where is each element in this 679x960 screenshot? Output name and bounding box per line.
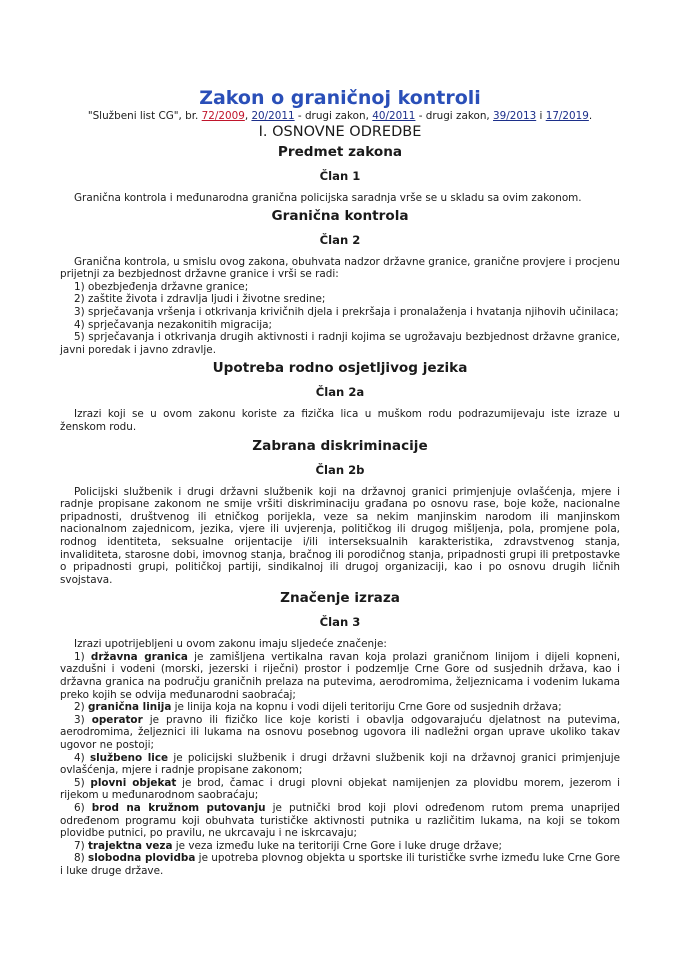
gazette-link-2019[interactable]: 17/2019: [545, 110, 589, 122]
definition-item: 2) granična linija je linija koja na kopnu i vodi dijeli teritoriju Crne Gore od susjednih država;: [74, 701, 562, 714]
definition-item: 8) slobodna plovidba je upotreba plovnog objekta u sportske ili turističke svrhe između luke Crne Gore i luke druge države.: [60, 852, 620, 877]
article-number: Član 2: [319, 232, 361, 247]
definition-item: 1) državna granica je zamišljena vertikalna ravan koja prolazi graničnom linijom i dijeli kopneni, vazdušni i vodeni (morski, jezerski i riječni) prostor i podzemlje Crne Gore od susjednih država, kao i državna granica na području graničnih prelaza na putevima, aerodromima, željeznicama i vodenim lukama preko kojih se odvija međunarodni saobraćaj;: [60, 650, 621, 701]
article-number: Član 3: [319, 615, 361, 630]
defined-term: trajektna veza: [87, 839, 173, 852]
defined-term: granična linija: [87, 701, 172, 714]
section-heading: Predmet zakona: [277, 144, 403, 160]
defined-term: državna granica: [90, 650, 188, 663]
article-text: Izrazi koji se u ovom zakonu koriste za fizička lica u muškom rodu podrazumijevaju iste izraze u ženskom rodu.: [60, 408, 620, 433]
definition-item: 7) trajektna veza je veza između luke na teritoriji Crne Gore i luke druge države;: [74, 839, 502, 852]
section-heading: Zabrana diskriminacije: [252, 437, 428, 454]
defined-term: brod na kružnom putovanju: [91, 802, 266, 814]
definition-item: 6) brod na kružnom putovanju je putnički brod koji plovi određenom rutom prema unaprijed određenom programu koji obuhvata turističke aktivnosti putnika u različitim lukama, na koji se tokom plovidbe putnici, po pravilu, ne ukrcavaju i ne iskrcavaju;: [60, 802, 620, 840]
article-number: Član 2b: [315, 462, 365, 477]
defined-term: službeno lice: [89, 751, 169, 764]
list-item: 1) obezbjeđenja državne granice;: [74, 280, 249, 293]
article-text: Granična kontrola, u smislu ovog zakona, obuhvata nadzor državne granice, granične provjere i procjenu prijetnji za bezbjednost državne granice i vrši se radi:: [60, 255, 620, 281]
gazette-link-2011b[interactable]: 40/2011: [372, 110, 416, 122]
list-item: 2) zaštite života i zdravlja ljudi i životne sredine;: [74, 293, 326, 306]
gazette-link-2009[interactable]: 72/2009: [201, 110, 245, 122]
defined-term: slobodna plovidba: [88, 852, 196, 865]
part-heading: I. OSNOVNE ODREDBE: [258, 124, 422, 140]
section-heading: Upotreba rodno osjetljivog jezika: [212, 360, 468, 377]
defined-term: operator: [91, 713, 143, 726]
section-heading: Granična kontrola: [271, 207, 409, 224]
gazette-link-2011a[interactable]: 20/2011: [251, 110, 295, 122]
gazette-link-2013[interactable]: 39/2013: [493, 110, 537, 122]
list-item: 5) sprječavanja i otkrivanja drugih aktivnosti i radnji kojima se ugrožavaju bezbjednost državne granice, javni poredak i javno zdravlje.: [60, 331, 620, 356]
document-title: Zakon o graničnoj kontroli: [199, 87, 481, 109]
list-item: 4) sprječavanja nezakonitih migracija;: [74, 318, 272, 331]
article-text: Izrazi upotrijebljeni u ovom zakonu imaju sljedeće značenje:: [74, 638, 387, 651]
article-number: Član 1: [319, 169, 361, 183]
law-document: [60, 86, 620, 878]
definition-item: 4) službeno lice je policijski službenik i drugi državni službenik koji na državnoj granici primjenjuje ovlašćenja, mjere i radnje propisane zakonom;: [60, 751, 620, 777]
definition-item: 5) plovni objekat je brod, čamac i drugi plovni objekat namijenjen za plovidbu morem, jezerom i rijekom u međunarodnom saobraćaju;: [60, 776, 621, 802]
defined-term: plovni objekat: [90, 776, 177, 789]
section-heading: Značenje izraza: [280, 590, 400, 607]
definition-item: 3) operator je pravno ili fizičko lice koje koristi i obavlja odgovarajuću djelatnost na putevima, aerodromima, željeznici ili lukama na osnovu posebnog ugovora ili nadležni organ uprave ukoliko takav ugovor ne postoji;: [60, 713, 621, 752]
article-number: Član 2a: [315, 385, 365, 400]
list-item: 3) sprječavanja vršenja i otkrivanja krivičnih djela i prekršaja i pronalaženja i hvatanja njihovih učinilaca;: [74, 305, 619, 318]
gazette-reference: "Službeni list CG", br. 72/2009, 20/2011 - drugi zakon, 40/2011 - drugi zakon, 39/2013 i 17/2019.: [87, 110, 593, 122]
gazette-prefix: "Službeni list CG", br.: [87, 110, 202, 122]
article-text: Policijski službenik i drugi državni službenik koji na državnoj granici primjenjuje ovlašćenja, mjere i radnje propisane zakonom ne smije vršiti diskriminaciju građana po osnovu rase, boje kože, nacionalne pripadnosti, društvenog ili etničkog porijekla, veze sa nekim manjinskim narodom ili manjinskom nacionalnom zajednicom, jezika, vjere ili uvjerenja, političkog ili drugog mišljenja, pola, promjene pola, rodnog identiteta, seksualne orijentacije i/ili interseksualnih karakteristika, zdravstvenog stanja, invaliditeta, starosne dobi, imovnog stanja, bračnog ili porodičnog stanja, pripadnosti grupi ili pretpostavke o pripadnosti grupi, političkoj partiji, sindikalnoj ili drugoj organizaciji, kao i po osnovu drugih ličnih svojstava.: [60, 485, 620, 586]
article-text: Granična kontrola i međunarodna granična policijska saradnja vrše se u skladu sa ovim zakonom.: [74, 192, 582, 204]
